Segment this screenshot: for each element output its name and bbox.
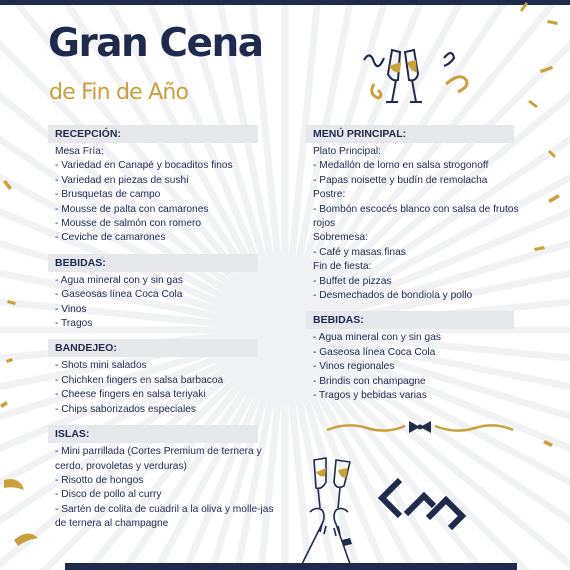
- menu-line: - Tragos y bebidas varias: [313, 390, 427, 402]
- menu-line: - Medallón de lomo en salsa strogonoff: [313, 160, 489, 172]
- menu-line: - Gaseosas línea Coca Cola: [55, 289, 183, 301]
- section-heading-bebidas: BEBIDAS:: [306, 311, 514, 329]
- page-subtitle: de Fin de Año: [49, 80, 189, 105]
- page-title: Gran Cena: [48, 21, 263, 66]
- menu-left-column: [48, 125, 276, 532]
- menu-line: - Brusquetas de campo: [55, 189, 161, 201]
- menu-line: - Agua mineral con y sin gas: [55, 274, 183, 286]
- section-heading-islas: ISLAS:: [48, 425, 258, 443]
- menu-section: [48, 254, 276, 332]
- menu-line: - Risotto de hongos: [55, 474, 144, 486]
- menu-line: - Mini parrillada (Cortes Premium de ternera y cerdo, provoletas y verduras): [55, 446, 262, 472]
- menu-right-column: [306, 125, 536, 404]
- menu-line: - Tragos: [55, 318, 93, 330]
- menu-line: Mesa Fría:: [55, 146, 104, 157]
- menu-line: - Disco de pollo al curry: [55, 489, 162, 501]
- section-heading-bandejeo: BANDEJEO:: [48, 339, 258, 357]
- menu-line: - Café y masas finas: [313, 246, 406, 258]
- menu-line: Sobremesa:: [313, 232, 368, 244]
- menu-line: - Chichken fingers en salsa barbacoa: [55, 374, 224, 386]
- menu-line: - Variedad en piezas de sushi: [55, 174, 189, 186]
- menu-line: - Mousse de palta con camarones: [55, 203, 209, 215]
- champagne-glasses-icon: [360, 40, 480, 115]
- menu-line: - Ceviche de camarones: [55, 232, 166, 244]
- section-heading-menu-principal: MENÚ PRINCIPAL:: [306, 125, 514, 143]
- bow-tie-icon: [325, 418, 515, 438]
- menu-section: [48, 125, 276, 246]
- section-heading-recepcion: RECEPCIÓN:: [48, 125, 258, 143]
- menu-line: - Sartén de colita de cuadril a la oliva y molle-jas de ternera al champagne: [55, 503, 274, 530]
- section-heading-bebidas: BEBIDAS:: [48, 254, 258, 272]
- menu-line: Plato Principal:: [313, 146, 381, 157]
- menu-line: - Agua mineral con y sin gas: [313, 332, 441, 344]
- menu-line: - Chips saborizados especiales: [55, 403, 196, 415]
- menu-line: - Brindis con champagne: [313, 375, 426, 387]
- menu-line: - Mousse de salmón con romero: [55, 218, 202, 230]
- menu-line: Postre:: [313, 189, 346, 201]
- bottom-bar: [65, 563, 517, 570]
- menu-line: - Shots mini salados: [55, 360, 147, 372]
- menu-section: [306, 311, 536, 403]
- menu-section: [48, 425, 276, 531]
- menu-line: - Cheese fingers en salsa teriyaki: [55, 389, 206, 401]
- menu-line: - Desmechados de bondiola y pollo: [313, 290, 473, 302]
- menu-line: - Variedad en Canapé y bocaditos finos: [55, 160, 233, 172]
- menu-line: - Vinos regionales: [313, 361, 395, 373]
- menu-section: [306, 125, 536, 303]
- menu-line: - Vinos: [55, 303, 87, 315]
- top-bar: [0, 0, 570, 5]
- logo-mark: [378, 474, 466, 532]
- menu-line: Fin de fiesta:: [313, 261, 372, 273]
- toast-hands-illustration: [278, 452, 378, 564]
- menu-line: - Gaseosa línea Coca Cola: [313, 346, 436, 358]
- menu-line: - Buffet de pizzas: [313, 275, 392, 287]
- menu-line: - Papas noisette y budín de remolacha: [313, 174, 488, 186]
- menu-section: [48, 339, 276, 417]
- menu-line: - Bombón escocés blanco con salsa de frutos rojos: [313, 203, 519, 230]
